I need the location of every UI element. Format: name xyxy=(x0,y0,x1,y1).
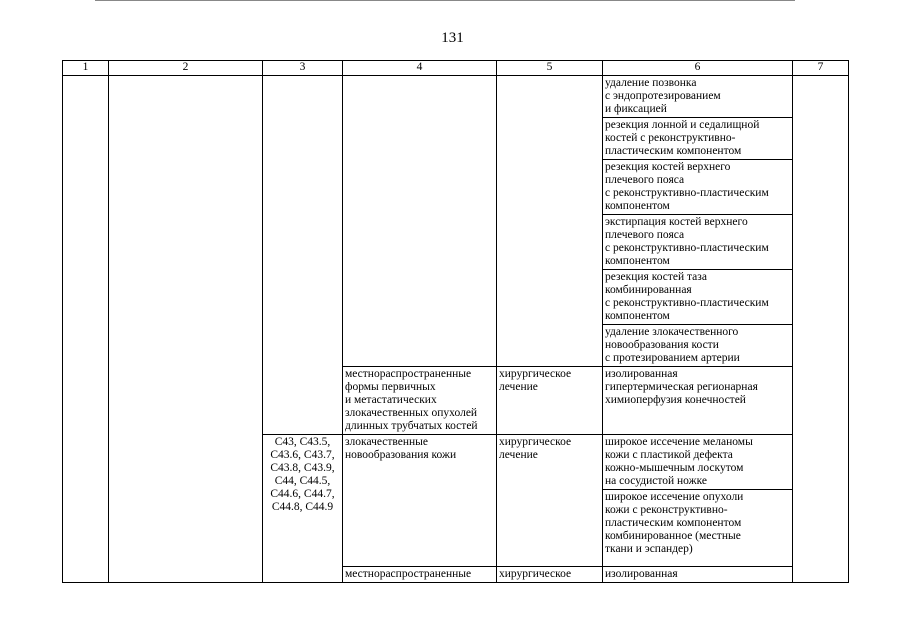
cell-type-empty xyxy=(497,76,603,367)
treatment-cell: резекция костей верхнего плечевого пояса с реконструктивно-пластическим компонентом xyxy=(603,160,793,215)
model-cell: местнораспространенные xyxy=(343,567,497,583)
column-header-7: 7 xyxy=(793,61,849,76)
icd-codes-cell: C43, C43.5, C43.6, C43.7, C43.8, C43.9, C44, C44.5, C44.6, C44.7, C44.8, C44.9 xyxy=(263,435,343,583)
model-cell: злокачественные новообразования кожи xyxy=(343,435,497,567)
column-header-6: 6 xyxy=(603,61,793,76)
treatment-cell: резекция костей таза комбинированная с реконструктивно-пластическим компонентом xyxy=(603,270,793,325)
page-number: 131 xyxy=(441,30,464,46)
treatment-cell: изолированная xyxy=(603,567,793,583)
treatment-cell: удаление злокачественного новообразования кости с протезированием артерии xyxy=(603,325,793,367)
type-cell: хирургическое xyxy=(497,567,603,583)
column-header-1: 1 xyxy=(63,61,109,76)
cell-col7 xyxy=(793,76,849,583)
treatment-cell: экстирпация костей верхнего плечевого пояса с реконструктивно-пластическим компонентом xyxy=(603,215,793,270)
scan-top-edge xyxy=(95,0,795,1)
treatment-cell: широкое иссечение меланомы кожи с пластикой дефекта кожно-мышечным лоскутом на сосудистой ножке xyxy=(603,435,793,490)
column-header-2: 2 xyxy=(109,61,263,76)
model-cell: местнораспространенные формы первичных и метастатических злокачественных опухолей длинных трубчатых костей xyxy=(343,367,497,435)
treatment-cell: широкое иссечение опухоли кожи с реконструктивно- пластическим компонентом комбинированное (местные ткани и эспандер) xyxy=(603,490,793,567)
treatment-cell: удаление позвонка с эндопротезированием и фиксацией xyxy=(603,76,793,118)
treatment-cell: резекция лонной и седалищной костей с реконструктивно- пластическим компонентом xyxy=(603,118,793,160)
table-row xyxy=(63,76,849,118)
type-cell: хирургическое лечение xyxy=(497,435,603,567)
cell-codes-empty xyxy=(263,76,343,435)
column-header-5: 5 xyxy=(497,61,603,76)
cell-col1 xyxy=(63,76,109,583)
cell-col2 xyxy=(109,76,263,583)
medical-services-table xyxy=(62,60,849,583)
column-number-row xyxy=(63,61,849,76)
treatment-cell: изолированная гипертермическая регионарная химиоперфузия конечностей xyxy=(603,367,793,435)
column-header-4: 4 xyxy=(343,61,497,76)
type-cell: хирургическое лечение xyxy=(497,367,603,435)
cell-model-empty xyxy=(343,76,497,367)
column-header-3: 3 xyxy=(263,61,343,76)
